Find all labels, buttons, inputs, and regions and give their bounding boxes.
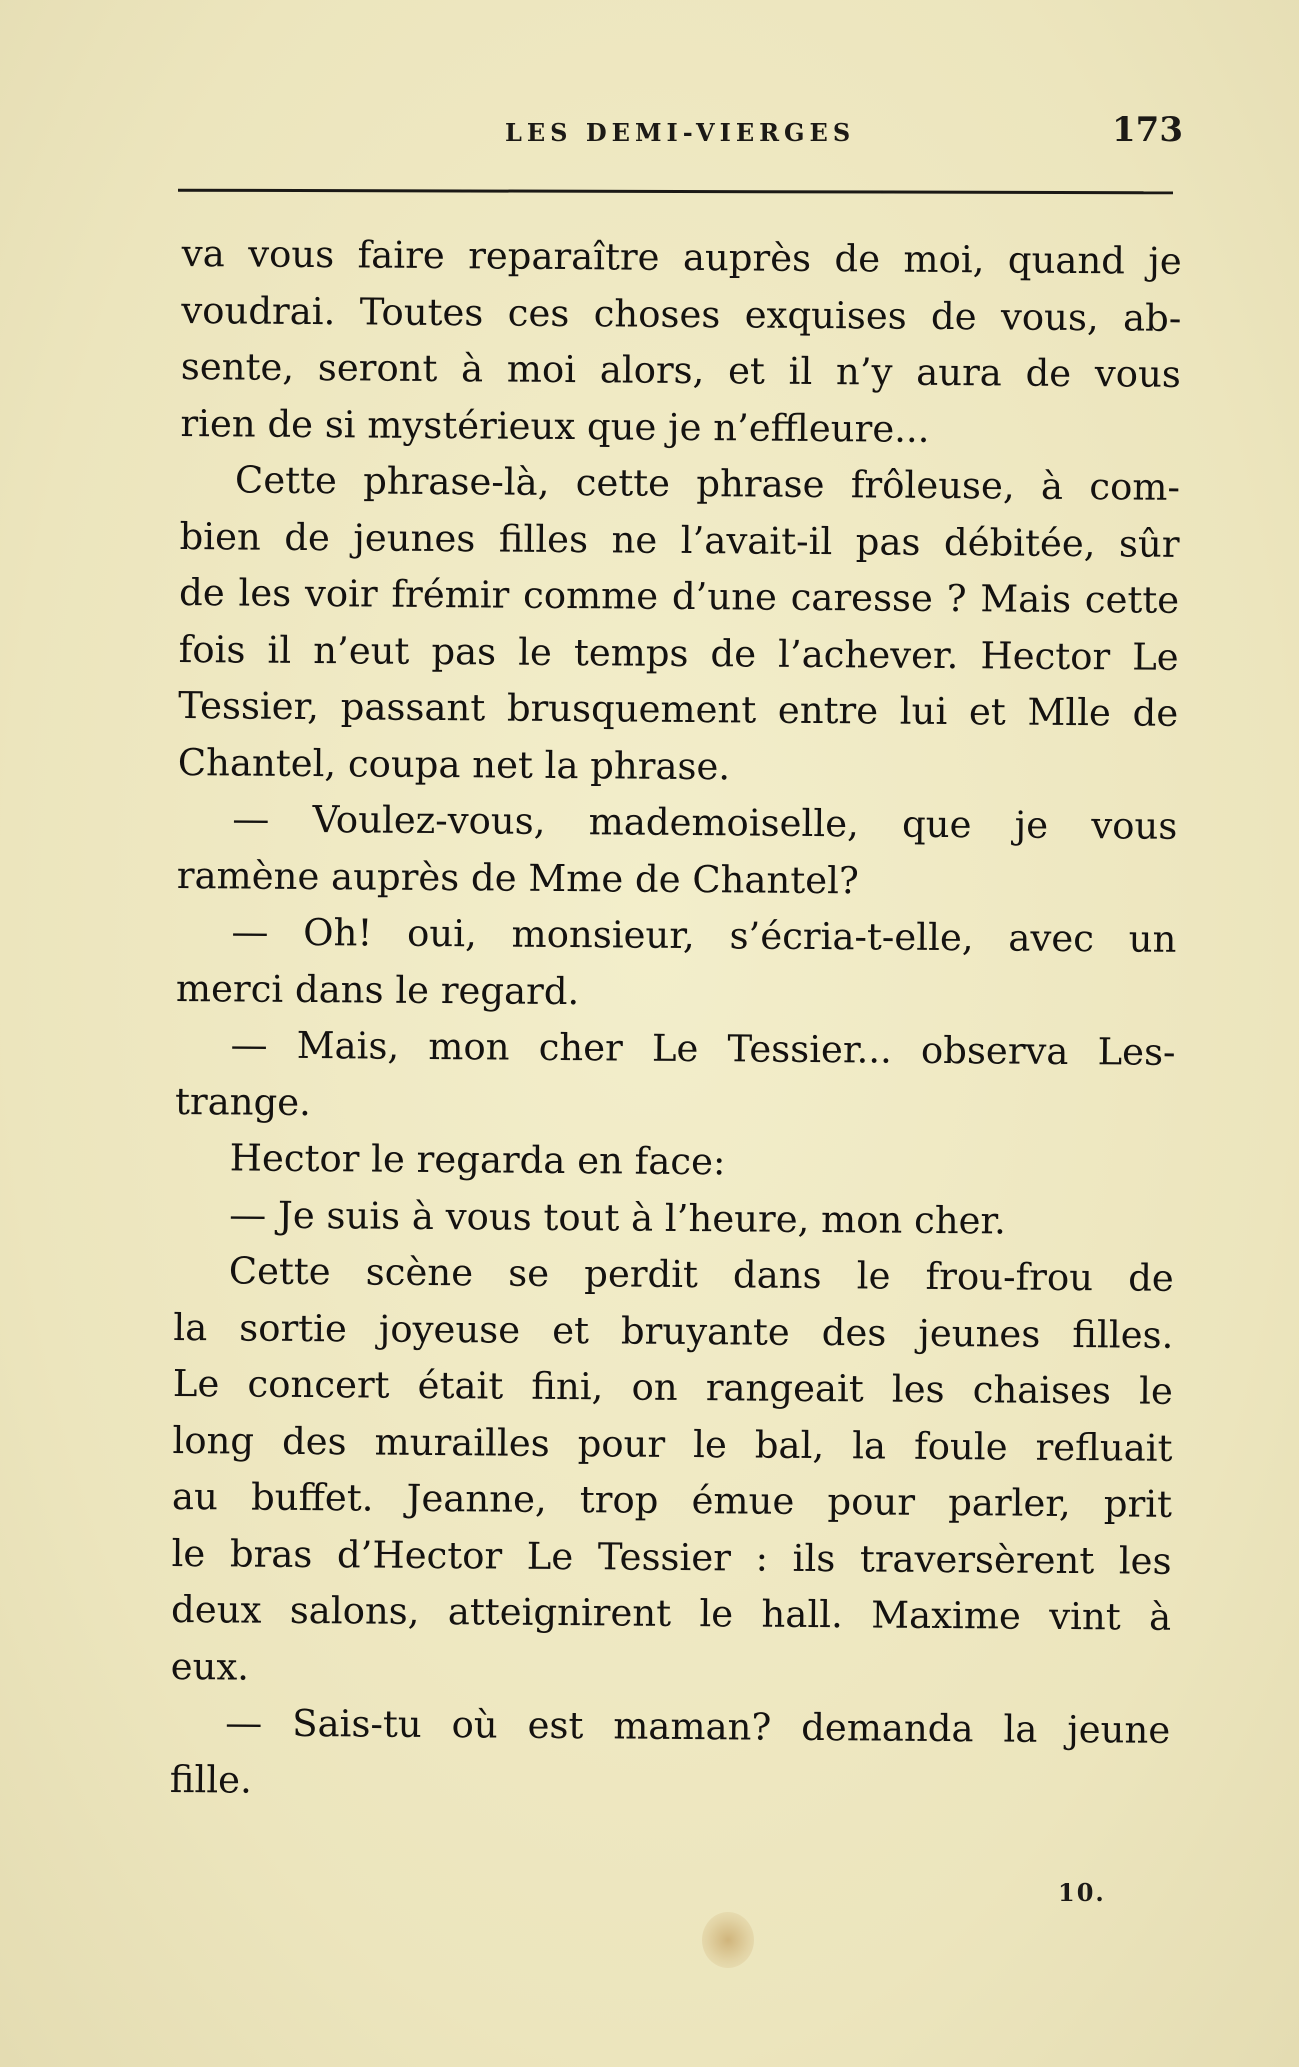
text-line: au buffet. Jeanne, trop émue pour parler, prit	[171, 1474, 1173, 1526]
text-line: rien de si mystérieux que je n’effleure...	[180, 401, 930, 451]
text-line: ramène auprès de Mme de Chantel?	[176, 853, 859, 902]
paper-stain	[702, 1912, 754, 1968]
text-line: long des murailles pour le bal, la foule refluait	[172, 1418, 1173, 1470]
text-line: le bras d’Hector Le Tessier : ils traversèrent les	[171, 1531, 1172, 1583]
text-line: trange.	[174, 1079, 312, 1124]
text-line: fois il n’eut pas le temps de l’achever. Hector Le	[178, 627, 1179, 679]
text-line: — Voulez-vous, mademoiselle, que je vous	[232, 797, 1178, 848]
text-line: Le concert était fini, on rangeait les chaises le	[172, 1361, 1174, 1413]
text-line: deux salons, atteignirent le hall. Maxime vint à	[170, 1587, 1172, 1639]
page-number: 173	[1112, 110, 1183, 150]
text-line: voudrai. Toutes ces choses exquises de vous, ab-	[181, 288, 1182, 340]
text-line: fille.	[169, 1757, 252, 1802]
text-line: Cette scène se perdit dans le frou-frou de	[228, 1249, 1174, 1300]
text-line: va vous faire reparaître auprès de moi, quand je	[181, 231, 1182, 283]
signature-mark: 10.	[1058, 1878, 1106, 1907]
text-line: Cette phrase-là, cette phrase frôleuse, à com-	[234, 458, 1181, 509]
text-line: — Mais, mon cher Le Tessier... observa Les-	[230, 1023, 1176, 1074]
text-line: — Sais-tu où est maman? demanda la jeune	[225, 1701, 1171, 1752]
text-line: Tessier, passant brusquement entre lui et Mlle de	[178, 683, 1179, 735]
body-text	[170, 226, 1182, 1816]
text-line: de les voir frémir comme d’une caresse ? Mais cette	[178, 570, 1180, 622]
text-line: merci dans le regard.	[175, 966, 580, 1013]
header-rule	[178, 189, 1173, 195]
text-line: Hector le regarda en face:	[229, 1136, 726, 1184]
text-line: bien de jeunes filles ne l’avait-il pas débitée, sûr	[179, 514, 1180, 566]
text-line: — Je suis à vous tout à l’heure, mon cher.	[229, 1192, 1007, 1243]
text-line: sente, seront à moi alors, et il n’y aura de vous	[180, 344, 1182, 396]
text-line: Chantel, coupa net la phrase.	[177, 740, 731, 788]
text-line: eux.	[170, 1644, 250, 1689]
running-title: LES DEMI-VIERGES	[505, 118, 856, 147]
text-line: — Oh! oui, monsieur, s’écria-t-elle, avec un	[231, 910, 1177, 961]
text-line: la sortie joyeuse et bruyante des jeunes filles.	[173, 1305, 1174, 1357]
